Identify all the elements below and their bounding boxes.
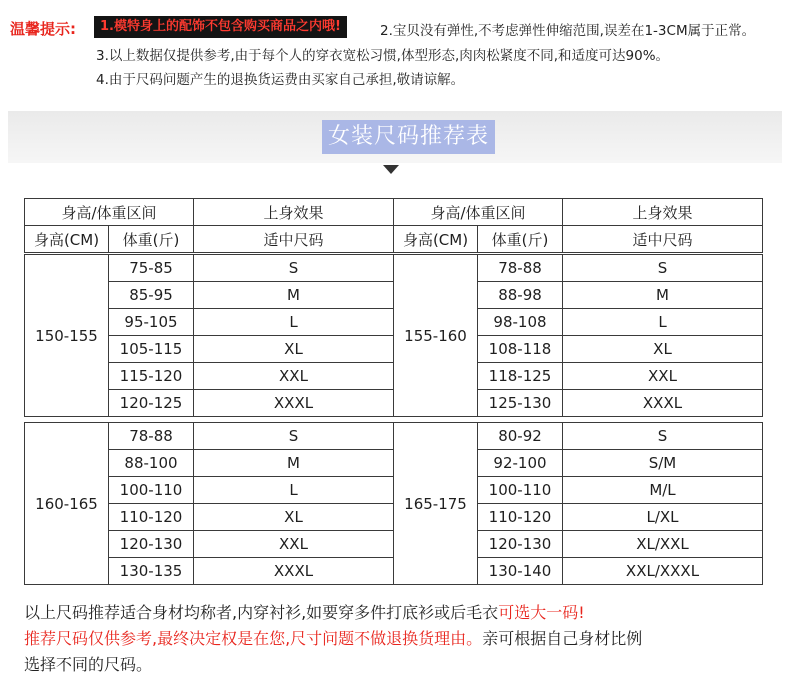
weight-cell: 120-130: [478, 531, 563, 558]
tips-section: [0, 0, 790, 100]
note-highlight: 可选大一码!: [498, 603, 585, 622]
weight-cell: 75-85: [109, 255, 194, 282]
weight-cell: 85-95: [109, 282, 194, 309]
size-cell: S: [194, 423, 394, 450]
size-cell: XXL: [194, 363, 394, 390]
header-size: 适中尺码: [563, 226, 763, 253]
weight-cell: 120-130: [109, 531, 194, 558]
height-range-cell: 150-155: [25, 255, 109, 417]
size-cell: M: [563, 282, 763, 309]
weight-cell: 108-118: [478, 336, 563, 363]
height-range-cell: 160-165: [25, 423, 109, 585]
weight-cell: 92-100: [478, 450, 563, 477]
note-line-3: 选择不同的尺码。: [24, 655, 153, 674]
header-weight: 体重(斤): [109, 226, 194, 253]
header-height: 身高(CM): [394, 226, 478, 253]
header-effect: 上身效果: [194, 199, 394, 226]
weight-cell: 100-110: [478, 477, 563, 504]
tip-line-3: 3.以上数据仅提供参考,由于每个人的穿衣宽松习惯,体型形态,肉肉松紧度不同,和适度可达90%。: [96, 48, 670, 64]
tip-line-1: 1.模特身上的配饰不包含购买商品之内哦!: [94, 16, 347, 38]
note-highlight: 推荐尺码仅供参考,最终决定权是在您,尺寸问题不做退换货理由。: [24, 629, 483, 648]
note-line-2: [24, 626, 784, 652]
size-cell: S/M: [563, 450, 763, 477]
weight-cell: 120-125: [109, 390, 194, 417]
size-cell: M: [194, 450, 394, 477]
header-effect: 上身效果: [563, 199, 763, 226]
weight-cell: 88-100: [109, 450, 194, 477]
size-cell: L: [194, 477, 394, 504]
header-size: 适中尺码: [194, 226, 394, 253]
down-arrow-icon: [383, 165, 399, 174]
size-cell: M/L: [563, 477, 763, 504]
size-table-top: [24, 198, 763, 417]
header-range: 身高/体重区间: [25, 199, 194, 226]
weight-cell: 125-130: [478, 390, 563, 417]
size-cell: XXXL: [563, 390, 763, 417]
banner-title: 女装尺码推荐表: [322, 120, 495, 154]
weight-cell: 88-98: [478, 282, 563, 309]
weight-cell: 95-105: [109, 309, 194, 336]
header-weight: 体重(斤): [478, 226, 563, 253]
section-banner: [8, 111, 782, 163]
weight-cell: 98-108: [478, 309, 563, 336]
note-line-1: [24, 600, 784, 626]
size-cell: XXL: [563, 363, 763, 390]
weight-cell: 78-88: [478, 255, 563, 282]
weight-cell: 110-120: [109, 504, 194, 531]
weight-cell: 105-115: [109, 336, 194, 363]
header-height: 身高(CM): [25, 226, 109, 253]
weight-cell: 115-120: [109, 363, 194, 390]
tip-line-2: 2.宝贝没有弹性,不考虑弹性伸缩范围,误差在1-3CM属于正常。: [380, 23, 756, 39]
size-cell: XL: [194, 336, 394, 363]
size-table-bottom: [24, 422, 763, 585]
size-cell: L/XL: [563, 504, 763, 531]
note-text: 以上尺码推荐适合身材均称者,内穿衬衫,如要穿多件打底衫或后毛衣: [24, 603, 499, 622]
size-cell: S: [563, 423, 763, 450]
header-range: 身高/体重区间: [394, 199, 563, 226]
size-cell: XXXL: [194, 558, 394, 585]
size-cell: S: [194, 255, 394, 282]
weight-cell: 80-92: [478, 423, 563, 450]
weight-cell: 130-140: [478, 558, 563, 585]
size-cell: XXXL: [194, 390, 394, 417]
size-cell: L: [194, 309, 394, 336]
weight-cell: 130-135: [109, 558, 194, 585]
size-cell: M: [194, 282, 394, 309]
weight-cell: 110-120: [478, 504, 563, 531]
notes-section: [24, 600, 784, 678]
size-cell: S: [563, 255, 763, 282]
table-row: [25, 423, 763, 450]
note-text: 亲可根据自己身材比例: [482, 629, 643, 648]
weight-cell: 118-125: [478, 363, 563, 390]
height-range-cell: 165-175: [394, 423, 478, 585]
weight-cell: 78-88: [109, 423, 194, 450]
size-cell: L: [563, 309, 763, 336]
size-cell: XL/XXL: [563, 531, 763, 558]
size-cell: XXL/XXXL: [563, 558, 763, 585]
size-cell: XXL: [194, 531, 394, 558]
tips-label: 温馨提示:: [10, 20, 76, 38]
size-cell: XL: [563, 336, 763, 363]
size-cell: XL: [194, 504, 394, 531]
table-row: [25, 255, 763, 282]
weight-cell: 100-110: [109, 477, 194, 504]
height-range-cell: 155-160: [394, 255, 478, 417]
tip-line-4: 4.由于尺码问题产生的退换货运费由买家自己承担,敬请谅解。: [96, 72, 465, 88]
